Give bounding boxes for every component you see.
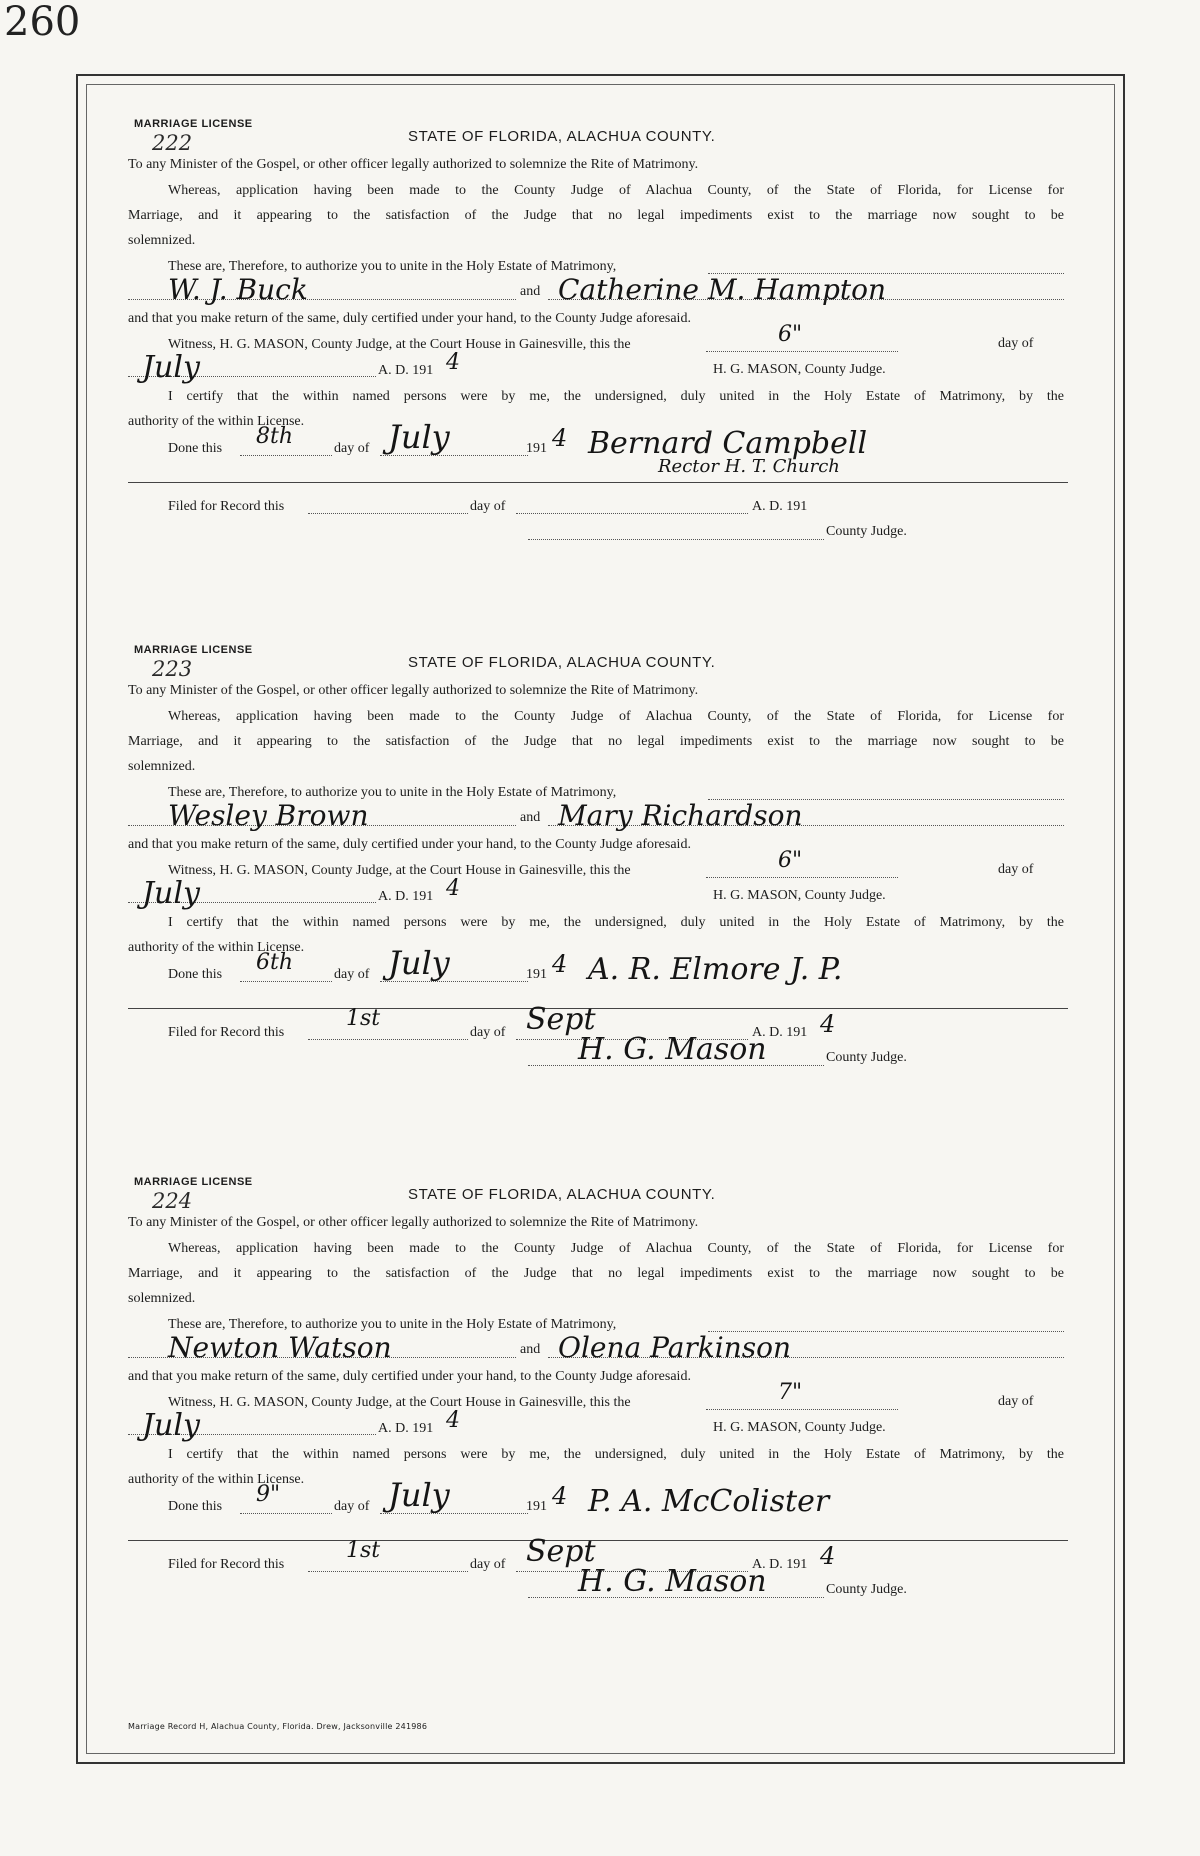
filed-year-digit: 4 (820, 1010, 836, 1038)
dotted-line (240, 1513, 332, 1514)
judge-name-text: H. G. MASON, County Judge. (713, 1420, 886, 1435)
license-label: MARRIAGE LICENSE (134, 1176, 253, 1188)
year-prefix: 191 (526, 441, 547, 456)
day-of-text: day of (470, 1557, 506, 1572)
license-number: 224 (152, 1189, 193, 1213)
issued-day: 6" (778, 848, 803, 873)
done-day: 9" (256, 1482, 281, 1507)
return-text: and that you make return of the same, duly certified under your hand, to the County Judge aforesaid. (128, 837, 691, 852)
issued-month: July (142, 350, 200, 385)
done-year-digit: 4 (552, 424, 568, 452)
dotted-line (308, 513, 468, 514)
officiant-signature: Bernard Campbell (588, 426, 868, 461)
authorize-text: These are, Therefore, to authorize you to unite in the Holy Estate of Matrimony, (168, 259, 617, 274)
groom-name: Wesley Brown (168, 799, 369, 832)
authorize-text: These are, Therefore, to authorize you to unite in the Holy Estate of Matrimony, (168, 785, 617, 800)
county-judge-text: County Judge. (826, 1050, 907, 1065)
issued-year-digit: 4 (446, 1408, 460, 1433)
issued-month: July (142, 1408, 200, 1443)
filed-day: 1st (346, 1006, 381, 1031)
year-prefix: 191 (526, 1499, 547, 1514)
witness-text: Witness, H. G. MASON, County Judge, at the Court House in Gainesville, this the (168, 863, 631, 878)
dotted-line (240, 981, 332, 982)
whereas-line-2: Marriage, and it appearing to the satisfaction of the Judge that no legal impediments exist to the marriage now sought to be (128, 1266, 1064, 1281)
county-judge-text: County Judge. (826, 1582, 907, 1597)
and-text: and (520, 284, 541, 299)
dotted-line (706, 1409, 898, 1410)
whereas-line-3: solemnized. (128, 233, 196, 248)
ad-year-text: A. D. 191 (378, 889, 434, 904)
divider-rule (128, 1008, 1068, 1009)
done-year-digit: 4 (552, 950, 568, 978)
certify-line-1: I certify that the within named persons were by me, the undersigned, duly united in the Holy Estate of Matrimony, by the (168, 389, 1064, 404)
whereas-line-1: Whereas, application having been made to the County Judge of Alachua County, of the State of Florida, for License for (168, 1241, 1064, 1256)
dotted-line (528, 539, 824, 540)
groom-name: Newton Watson (168, 1331, 392, 1364)
done-this-text: Done this (168, 967, 223, 982)
bride-name: Catherine M. Hampton (558, 273, 887, 306)
divider-rule (128, 482, 1068, 483)
state-title: STATE OF FLORIDA, ALACHUA COUNTY. (408, 128, 716, 145)
authorize-text: These are, Therefore, to authorize you to unite in the Holy Estate of Matrimony, (168, 1317, 617, 1332)
bride-name: Olena Parkinson (558, 1331, 791, 1364)
filed-day: 1st (346, 1538, 381, 1563)
return-text: and that you make return of the same, duly certified under your hand, to the County Judge aforesaid. (128, 1369, 691, 1384)
issued-year-digit: 4 (446, 350, 460, 375)
day-of-text: day of (470, 1025, 506, 1040)
license-label: MARRIAGE LICENSE (134, 644, 253, 656)
day-of-text: day of (334, 967, 370, 982)
return-text: and that you make return of the same, duly certified under your hand, to the County Judge aforesaid. (128, 311, 691, 326)
day-of-text: day of (470, 499, 506, 514)
divider-rule (128, 1540, 1068, 1541)
whereas-line-1: Whereas, application having been made to the County Judge of Alachua County, of the State of Florida, for License for (168, 183, 1064, 198)
filed-text: Filed for Record this (168, 499, 285, 514)
and-text: and (520, 1342, 541, 1357)
done-day: 6th (256, 950, 294, 975)
day-of-text: day of (334, 441, 370, 456)
whereas-line-1: Whereas, application having been made to the County Judge of Alachua County, of the State of Florida, for License for (168, 709, 1064, 724)
certify-line-2: authority of the within License. (128, 940, 305, 955)
judge-signature: H. G. Mason (578, 1032, 767, 1067)
dotted-line (706, 877, 898, 878)
day-of-text: day of (998, 862, 1034, 877)
page-number: 260 (4, 0, 81, 45)
state-title: STATE OF FLORIDA, ALACHUA COUNTY. (408, 1186, 716, 1203)
issued-year-digit: 4 (446, 876, 460, 901)
witness-text: Witness, H. G. MASON, County Judge, at the Court House in Gainesville, this the (168, 337, 631, 352)
county-judge-text: County Judge. (826, 524, 907, 539)
filed-year-digit: 4 (820, 1542, 836, 1570)
ad-year-text: A. D. 191 (752, 499, 808, 514)
groom-name: W. J. Buck (168, 273, 308, 306)
bride-name: Mary Richardson (558, 799, 803, 832)
footer-imprint: Marriage Record H, Alachua County, Florida. Drew, Jacksonville 241986 (128, 1722, 428, 1731)
certify-line-2: authority of the within License. (128, 414, 305, 429)
license-number: 223 (152, 657, 193, 681)
judge-name-text: H. G. MASON, County Judge. (713, 362, 886, 377)
dotted-line (706, 351, 898, 352)
witness-text: Witness, H. G. MASON, County Judge, at the Court House in Gainesville, this the (168, 1395, 631, 1410)
certify-line-2: authority of the within License. (128, 1472, 305, 1487)
license-label: MARRIAGE LICENSE (134, 118, 253, 130)
dotted-line (240, 455, 332, 456)
certify-line-1: I certify that the within named persons were by me, the undersigned, duly united in the Holy Estate of Matrimony, by the (168, 915, 1064, 930)
issued-month: July (142, 876, 200, 911)
filed-month: Sept (526, 1002, 596, 1037)
minister-address: To any Minister of the Gospel, or other officer legally authorized to solemnize the Rite of Matrimony. (128, 1215, 699, 1230)
dotted-line (308, 1571, 468, 1572)
day-of-text: day of (334, 1499, 370, 1514)
whereas-line-2: Marriage, and it appearing to the satisfaction of the Judge that no legal impediments exist to the marriage now sought to be (128, 734, 1064, 749)
officiant-signature: A. R. Elmore J. P. (588, 952, 843, 987)
whereas-line-2: Marriage, and it appearing to the satisfaction of the Judge that no legal impediments exist to the marriage now sought to be (128, 208, 1064, 223)
and-text: and (520, 810, 541, 825)
officiant-title: Rector H. T. Church (658, 456, 840, 477)
ad-year-text: A. D. 191 (378, 1421, 434, 1436)
done-year-digit: 4 (552, 1482, 568, 1510)
done-this-text: Done this (168, 1499, 223, 1514)
filed-text: Filed for Record this (168, 1025, 285, 1040)
ad-year-text: A. D. 191 (752, 1557, 808, 1572)
filed-month: Sept (526, 1534, 596, 1569)
ad-year-text: A. D. 191 (378, 363, 434, 378)
state-title: STATE OF FLORIDA, ALACHUA COUNTY. (408, 654, 716, 671)
minister-address: To any Minister of the Gospel, or other officer legally authorized to solemnize the Rite of Matrimony. (128, 157, 699, 172)
done-month: July (388, 418, 450, 456)
whereas-line-3: solemnized. (128, 1291, 196, 1306)
year-prefix: 191 (526, 967, 547, 982)
officiant-signature: P. A. McColister (588, 1484, 830, 1519)
dotted-line (308, 1039, 468, 1040)
dotted-line (516, 513, 748, 514)
ad-year-text: A. D. 191 (752, 1025, 808, 1040)
done-month: July (388, 944, 450, 982)
license-number: 222 (152, 131, 193, 155)
done-day: 8th (256, 424, 294, 449)
done-this-text: Done this (168, 441, 223, 456)
done-month: July (388, 1476, 450, 1514)
whereas-line-3: solemnized. (128, 759, 196, 774)
judge-name-text: H. G. MASON, County Judge. (713, 888, 886, 903)
day-of-text: day of (998, 336, 1034, 351)
minister-address: To any Minister of the Gospel, or other officer legally authorized to solemnize the Rite of Matrimony. (128, 683, 699, 698)
day-of-text: day of (998, 1394, 1034, 1409)
judge-signature: H. G. Mason (578, 1564, 767, 1599)
issued-day: 7" (778, 1380, 803, 1405)
issued-day: 6" (778, 322, 803, 347)
filed-text: Filed for Record this (168, 1557, 285, 1572)
certify-line-1: I certify that the within named persons were by me, the undersigned, duly united in the Holy Estate of Matrimony, by the (168, 1447, 1064, 1462)
